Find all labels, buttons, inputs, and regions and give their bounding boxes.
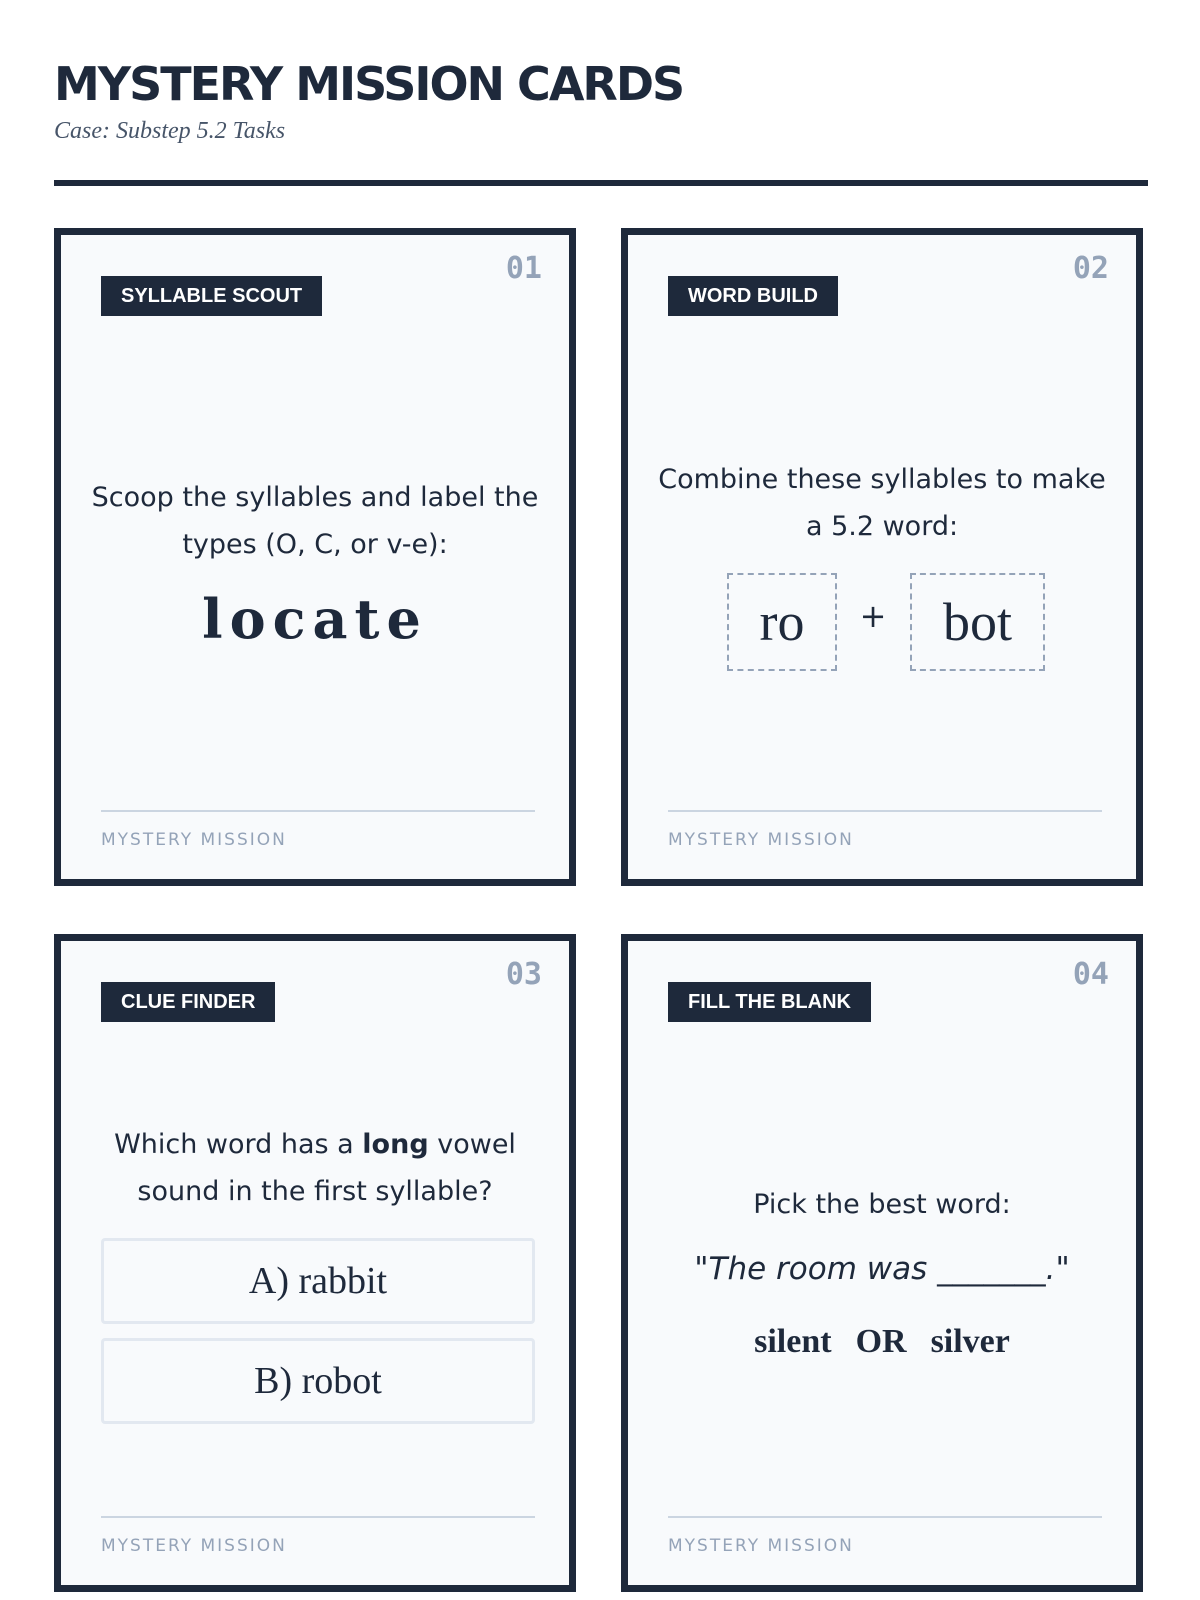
mission-card-03 [54,934,576,1592]
page-title: MYSTERY MISSION CARDS [54,57,684,111]
card-category-tag: WORD BUILD [668,276,838,316]
card-footer-divider [668,810,1102,812]
mission-card-04 [621,934,1143,1592]
answer-option-b[interactable]: B) robot [101,1338,535,1424]
word-choices [628,1323,1136,1361]
header-divider [54,180,1148,186]
card-footer-divider [668,1516,1102,1518]
card-number: 02 [1072,251,1109,286]
card-prompt [91,1121,539,1215]
fill-blank-sentence: "The room was _______." [694,1251,1070,1287]
card-number: 04 [1072,957,1109,992]
card-number: 01 [505,251,542,286]
syllable-box-2: bot [910,573,1045,671]
card-footer-label: MYSTERY MISSION [101,1536,287,1556]
plus-sign: + [859,597,887,635]
word-choice-1: silent [754,1323,832,1360]
card-footer-divider [101,810,535,812]
page-subtitle: Case: Substep 5.2 Tasks [54,118,286,144]
card-category-tag: CLUE FINDER [101,982,275,1022]
syllable-box-1: ro [727,573,837,671]
card-number: 03 [505,957,542,992]
card-footer-divider [101,1516,535,1518]
card-footer-label: MYSTERY MISSION [668,1536,854,1556]
prompt-emphasis: long [362,1129,429,1160]
card-footer-label: MYSTERY MISSION [668,830,854,850]
choice-separator: OR [855,1323,907,1360]
prompt-text-end: vowel sound in the first syllable? [137,1129,516,1207]
card-footer-label: MYSTERY MISSION [101,830,287,850]
answer-option-a[interactable]: A) rabbit [101,1238,535,1324]
card-category-tag: SYLLABLE SCOUT [101,276,322,316]
mission-card-02 [621,228,1143,886]
target-word: locate [202,587,428,651]
card-prompt: Combine these syllables to make a 5.2 word: [658,464,1106,542]
card-prompt: Scoop the syllables and label the types (O, C, or v-e): [91,482,539,560]
prompt-text-start: Which word has a [114,1129,363,1160]
card-category-tag: FILL THE BLANK [668,982,871,1022]
card-prompt: Pick the best word: [753,1189,1011,1220]
mission-card-01 [54,228,576,886]
word-choice-2: silver [930,1323,1010,1360]
